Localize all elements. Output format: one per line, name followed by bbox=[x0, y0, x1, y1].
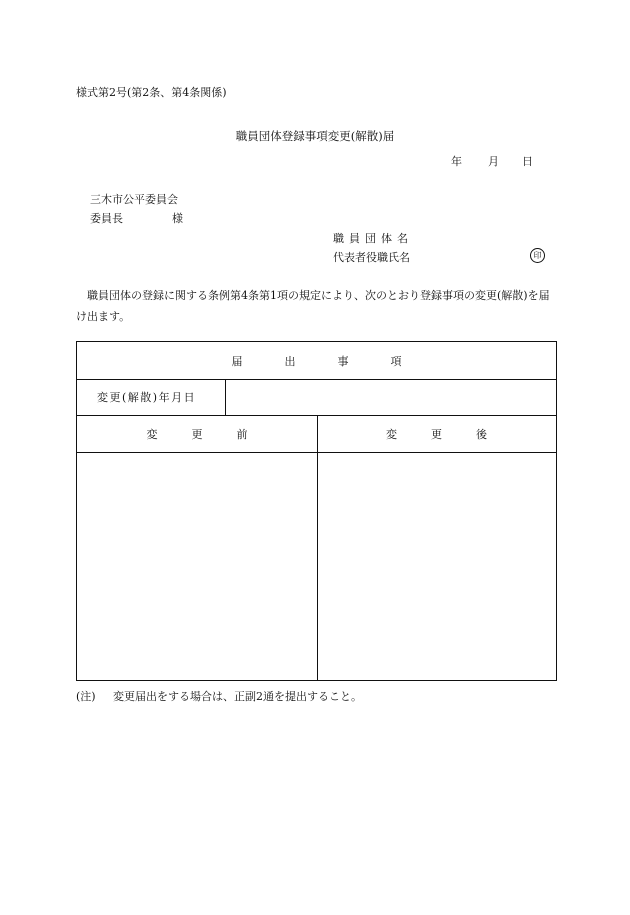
body-paragraph: 職員団体の登録に関する条例第4条第1項の規定により、次のとおり登録事項の変更(解散)を届け出ます。 bbox=[76, 289, 550, 323]
form-number: 様式第2号(第2条、第4条関係) bbox=[76, 86, 227, 99]
change-date-label: 変更(解散)年月日 bbox=[97, 391, 197, 404]
after-change-field[interactable] bbox=[318, 453, 556, 680]
note-label: (注) bbox=[76, 690, 96, 703]
applicant-organization-label: 職員団体名 bbox=[333, 232, 413, 245]
addressee-honorific: 様 bbox=[172, 212, 183, 225]
addressee-organization: 三木市公平委員会 bbox=[90, 193, 178, 206]
table-header: 届出事項 bbox=[231, 355, 444, 368]
before-change-header: 変更前 bbox=[146, 428, 282, 441]
note-text: 変更届出をする場合は、正副2通を提出すること。 bbox=[113, 690, 362, 703]
seal-mark: 印 bbox=[530, 248, 545, 263]
notification-table bbox=[76, 341, 557, 681]
applicant-representative-label: 代表者役職氏名 bbox=[333, 251, 410, 264]
date-day-label: 日 bbox=[522, 155, 533, 168]
addressee-title: 委員長 bbox=[90, 212, 123, 225]
document-title: 職員団体登録事項変更(解散)届 bbox=[235, 129, 395, 143]
before-change-field[interactable] bbox=[77, 453, 317, 680]
after-change-header: 変更後 bbox=[386, 428, 521, 441]
date-year-label: 年 bbox=[451, 155, 462, 168]
date-month-label: 月 bbox=[488, 155, 499, 168]
change-date-field[interactable] bbox=[226, 380, 556, 415]
